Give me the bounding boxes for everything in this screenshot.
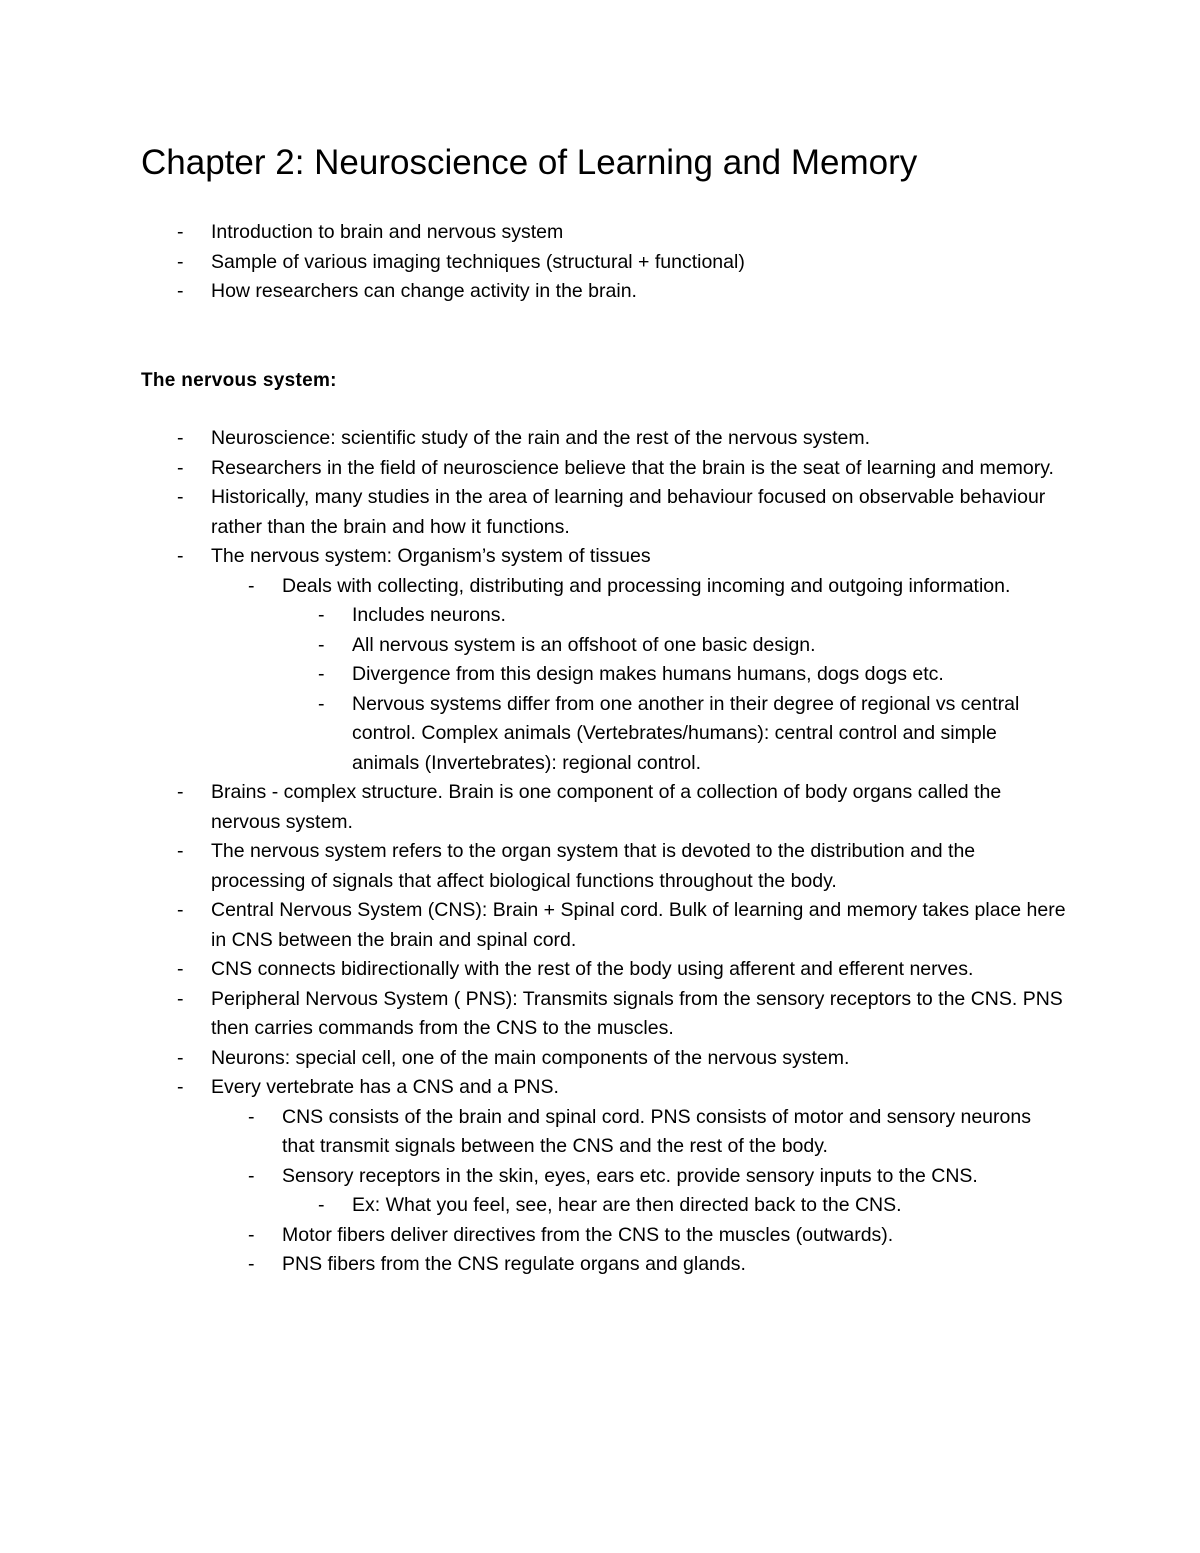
list-item <box>177 1044 1071 1074</box>
list-item-text: Introduction to brain and nervous system <box>211 221 564 243</box>
bullet-dash: - <box>177 545 184 567</box>
bullet-dash: - <box>318 604 325 626</box>
bullet-dash: - <box>177 987 184 1010</box>
list-item-text: Every vertebrate has a CNS and a PNS. <box>211 1076 559 1098</box>
list-item <box>177 483 1071 542</box>
list-item-text: Ex: What you feel, see, hear are then directed back to the CNS. <box>352 1194 902 1216</box>
nervous-system-list <box>0 424 1200 1280</box>
bullet-dash: - <box>177 899 184 921</box>
list-item <box>318 660 1042 690</box>
list-item <box>177 896 1071 955</box>
list-item-text: Divergence from this design makes humans humans, dogs dogs etc. <box>352 663 944 685</box>
bullet-dash: - <box>177 486 184 508</box>
bullet-dash: - <box>177 781 184 803</box>
bullet-dash: - <box>177 250 184 273</box>
list-item-text: Includes neurons. <box>352 604 506 626</box>
list-item-text: Peripheral Nervous System ( PNS): Transmits signals from the sensory receptors to the CNS. PNS then carries commands from the CNS to the muscles. <box>211 987 1063 1039</box>
list-item <box>177 218 1071 248</box>
list-item-text: PNS fibers from the CNS regulate organs and glands. <box>282 1253 746 1275</box>
bullet-dash: - <box>248 1164 255 1187</box>
intro-list <box>0 218 1200 307</box>
list-item-text: The nervous system refers to the organ system that is devoted to the distribution and the processing of signals that affect biological functions throughout the body. <box>211 840 976 892</box>
bullet-dash: - <box>177 1076 184 1098</box>
bullet-dash: - <box>177 427 184 449</box>
bullet-dash: - <box>177 280 184 302</box>
list-item <box>318 690 1042 779</box>
list-item-text: Neuroscience: scientific study of the rain and the rest of the nervous system. <box>211 427 870 449</box>
list-item <box>248 1103 1042 1162</box>
bullet-dash: - <box>248 1253 255 1275</box>
list-item <box>177 837 1071 896</box>
section-heading: The nervous system: <box>141 370 337 391</box>
bullet-dash: - <box>318 663 325 685</box>
list-item-text: Neurons: special cell, one of the main components of the nervous system. <box>211 1046 850 1069</box>
list-item-text: Motor fibers deliver directives from the CNS to the muscles (outwards). <box>282 1223 894 1246</box>
bullet-dash: - <box>318 633 325 656</box>
list-item <box>177 542 1071 572</box>
list-item <box>248 1162 1042 1192</box>
list-item-text: Central Nervous System (CNS): Brain + Spinal cord. Bulk of learning and memory takes place here in CNS between the brain and spinal cord. <box>211 899 1066 951</box>
bullet-dash: - <box>318 1194 325 1216</box>
list-item-text: The nervous system: Organism’s system of tissues <box>211 545 651 567</box>
list-item <box>177 955 1071 985</box>
list-item-text: Historically, many studies in the area of learning and behaviour focused on observable behaviour rather than the brain and how it functions. <box>211 486 1046 538</box>
bullet-dash: - <box>177 221 184 243</box>
list-item <box>177 778 1071 837</box>
list-item <box>177 277 1071 307</box>
list-item <box>318 631 1042 661</box>
list-item-text: CNS consists of the brain and spinal cord. PNS consists of motor and sensory neurons that transmit signals between the CNS and the rest of the body. <box>282 1105 1031 1157</box>
list-item <box>177 985 1071 1044</box>
list-item-text: Deals with collecting, distributing and processing incoming and outgoing information. <box>282 574 1011 597</box>
bullet-dash: - <box>177 840 184 862</box>
list-item <box>177 1073 1071 1103</box>
bullet-dash: - <box>248 1223 255 1246</box>
list-item <box>177 424 1071 454</box>
list-item-text: Brains - complex structure. Brain is one component of a collection of body organs called the nervous system. <box>211 781 1002 833</box>
bullet-dash: - <box>248 574 255 597</box>
list-item-text: Sample of various imaging techniques (structural + functional) <box>211 250 745 273</box>
list-item-text: Sensory receptors in the skin, eyes, ears etc. provide sensory inputs to the CNS. <box>282 1164 978 1187</box>
bullet-dash: - <box>177 1046 184 1069</box>
list-item-text: All nervous system is an offshoot of one basic design. <box>352 633 816 656</box>
list-item <box>177 454 1071 484</box>
list-item-text: Nervous systems differ from one another in their degree of regional vs central control. Complex animals (Vertebrates/humans): central control and simple animals (Invertebrates): regional control. <box>352 692 1020 774</box>
list-item-text: How researchers can change activity in the brain. <box>211 280 637 302</box>
list-item <box>177 248 1071 278</box>
bullet-dash: - <box>177 456 184 479</box>
list-item <box>318 1191 1042 1221</box>
list-item-text: Researchers in the field of neuroscience believe that the brain is the seat of learning and memory. <box>211 456 1054 479</box>
list-item-text: CNS connects bidirectionally with the rest of the body using afferent and efferent nerves. <box>211 958 974 980</box>
bullet-dash: - <box>248 1105 255 1128</box>
list-item <box>318 601 1042 631</box>
bullet-dash: - <box>177 958 184 980</box>
page-title: Chapter 2: Neuroscience of Learning and Memory <box>141 143 918 182</box>
bullet-dash: - <box>318 692 325 715</box>
list-item <box>248 1221 1042 1251</box>
list-item <box>248 572 1042 602</box>
list-item <box>248 1250 1042 1280</box>
